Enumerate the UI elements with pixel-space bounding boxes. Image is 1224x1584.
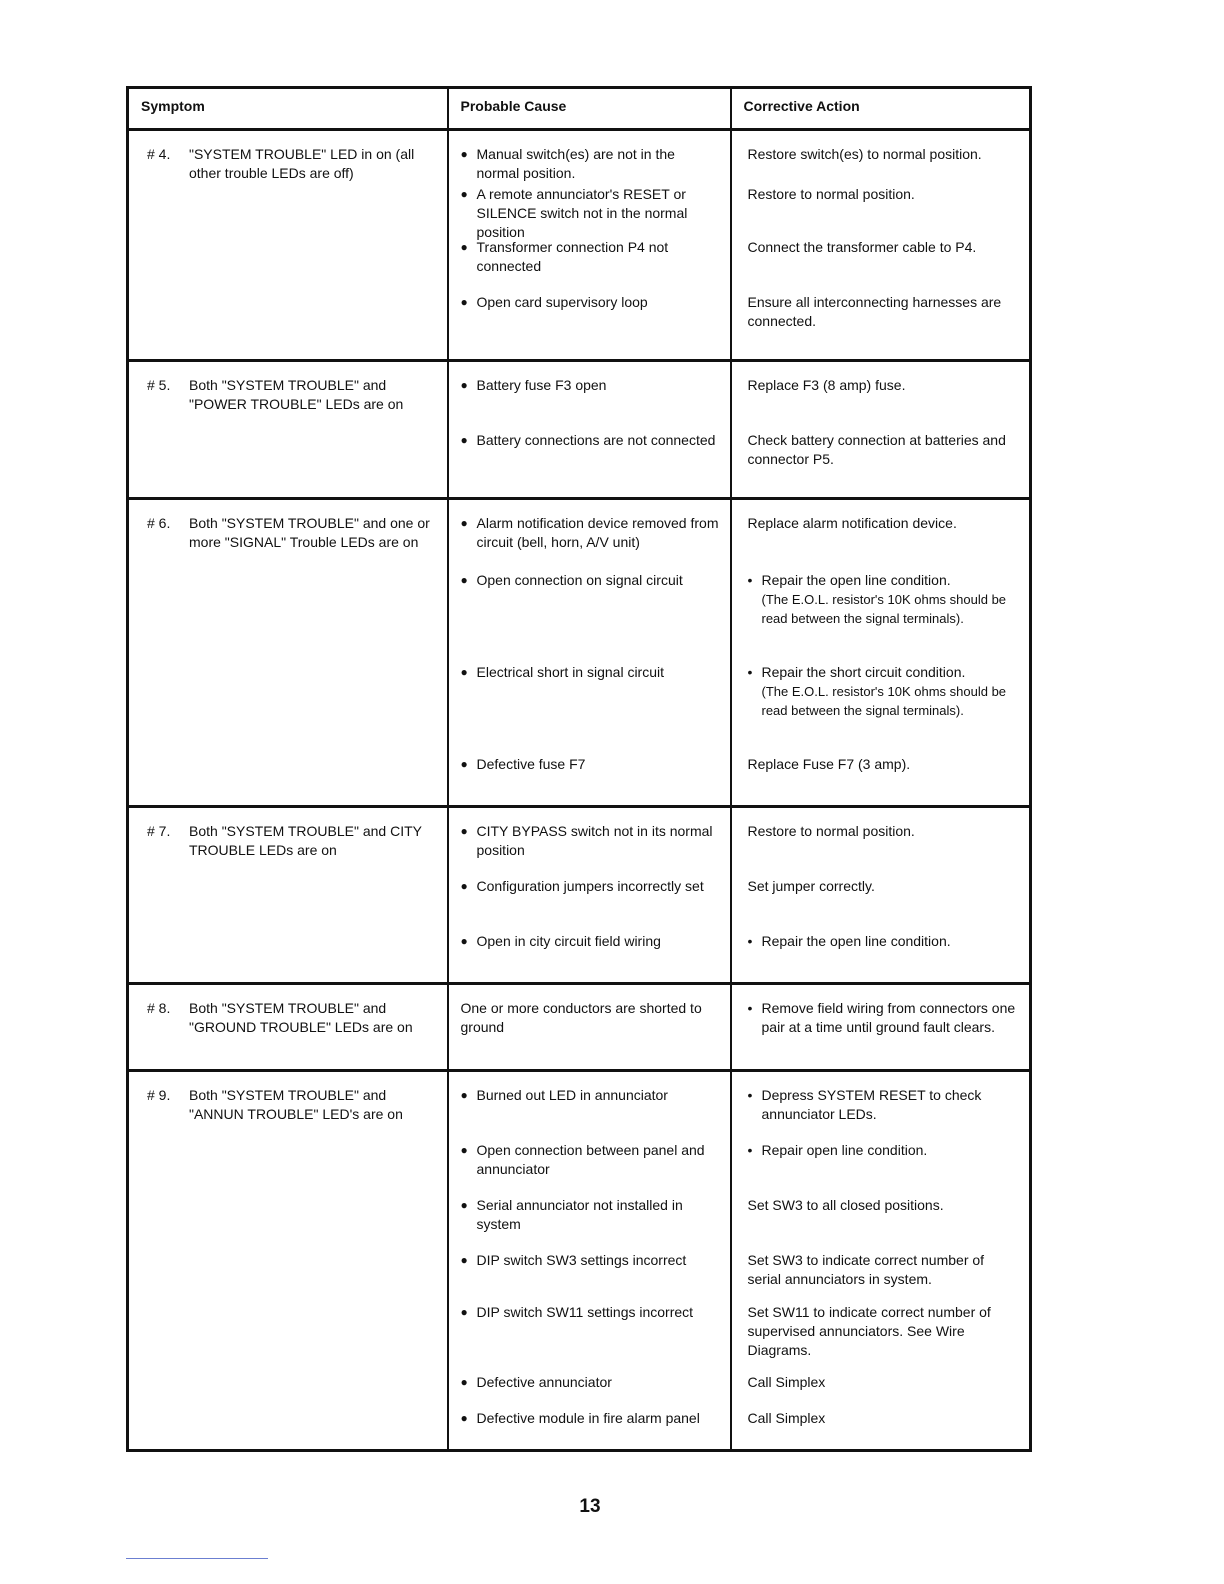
cause-item	[461, 1303, 720, 1373]
symptom-cell	[128, 807, 448, 984]
dot-icon: •	[747, 1000, 753, 1016]
cause-text: Defective fuse F7	[476, 756, 586, 772]
header-corrective-action: Corrective Action	[731, 88, 1031, 130]
bullet-icon: ●	[460, 240, 468, 254]
cause-item	[461, 293, 720, 349]
cause-item	[461, 1251, 720, 1303]
bullet-icon: ●	[460, 1305, 468, 1319]
action-cell	[731, 984, 1031, 1071]
cause-text: Defective annunciator	[476, 1374, 612, 1390]
cause-cell	[448, 984, 731, 1071]
table-row	[128, 130, 1031, 361]
action-text: Repair the short circuit condition.	[761, 664, 966, 680]
action-note: (The E.O.L. resistor's 10K ohms should be read between the signal terminals).	[761, 592, 1007, 626]
action-item	[744, 932, 1020, 972]
action-item	[744, 1409, 1020, 1439]
table-row	[128, 984, 1031, 1071]
bullet-icon: ●	[460, 516, 468, 530]
footer-rule	[126, 1558, 268, 1559]
troubleshooting-table	[126, 86, 1032, 1452]
cause-text: CITY BYPASS switch not in its normal position	[476, 823, 713, 858]
cause-text: Open in city circuit field wiring	[476, 933, 661, 949]
action-item	[744, 376, 1020, 431]
symptom-text: Both "SYSTEM TROUBLE" and "POWER TROUBLE" LEDs are on	[189, 377, 404, 412]
cause-item	[461, 1409, 720, 1439]
bullet-icon: ●	[460, 1375, 468, 1389]
action-text: Replace alarm notification device.	[747, 515, 957, 531]
dot-icon: •	[747, 572, 753, 588]
cause-item	[461, 932, 720, 972]
dot-icon: •	[747, 1142, 753, 1158]
action-note: (The E.O.L. resistor's 10K ohms should be read between the signal terminals).	[761, 684, 1007, 718]
bullet-icon: ●	[460, 573, 468, 587]
symptom-number: # 6.	[147, 515, 171, 531]
action-item	[744, 663, 1020, 755]
action-cell	[731, 807, 1031, 984]
action-cell	[731, 130, 1031, 361]
symptom-number: # 5.	[147, 377, 171, 393]
action-cell	[731, 499, 1031, 807]
symptom-cell	[128, 130, 448, 361]
action-text: Set SW3 to indicate correct number of serial annunciators in system.	[747, 1252, 985, 1287]
action-text: Replace F3 (8 amp) fuse.	[747, 377, 906, 393]
symptom-number: # 9.	[147, 1087, 171, 1103]
cause-text: Open connection between panel and annunciator	[476, 1142, 705, 1177]
action-text: Restore to normal position.	[747, 823, 915, 839]
symptom-cell	[128, 499, 448, 807]
action-cell	[731, 361, 1031, 499]
cause-item	[461, 185, 720, 238]
cause-item	[461, 1373, 720, 1409]
table-row	[128, 361, 1031, 499]
action-item	[744, 514, 1020, 571]
symptom-text: Both "SYSTEM TROUBLE" and one or more "SIGNAL" Trouble LEDs are on	[189, 515, 430, 550]
action-text: Replace Fuse F7 (3 amp).	[747, 756, 911, 772]
cause-item	[461, 822, 720, 877]
cause-text: Battery connections are not connected	[476, 432, 716, 448]
table-row	[128, 1071, 1031, 1451]
action-item	[744, 1086, 1020, 1141]
cause-text: Configuration jumpers incorrectly set	[476, 878, 704, 894]
cause-cell	[448, 499, 731, 807]
cause-item	[461, 877, 720, 932]
symptom-number: # 8.	[147, 1000, 171, 1016]
cause-cell	[448, 1071, 731, 1451]
bullet-icon: ●	[460, 824, 468, 838]
cause-cell	[448, 361, 731, 499]
action-item	[744, 999, 1020, 1059]
action-text: Set SW11 to indicate correct number of supervised annunciators. See Wire Diagrams.	[747, 1304, 991, 1358]
action-text: Repair the open line condition.	[761, 933, 951, 949]
action-item	[744, 1373, 1020, 1409]
action-text: Repair the open line condition.	[761, 572, 951, 588]
action-item	[744, 877, 1020, 932]
cause-text: Transformer connection P4 not connected	[476, 239, 669, 274]
bullet-icon: ●	[460, 934, 468, 948]
cause-item	[461, 376, 720, 431]
symptom-cell	[128, 361, 448, 499]
cause-text: One or more conductors are shorted to ground	[460, 1000, 702, 1035]
dot-icon: •	[747, 1087, 753, 1103]
action-item	[744, 185, 1020, 238]
cause-item	[461, 238, 720, 293]
bullet-icon: ●	[460, 1088, 468, 1102]
action-text: Restore switch(es) to normal position.	[747, 146, 982, 162]
cause-text: Electrical short in signal circuit	[476, 664, 665, 680]
cause-item	[461, 1086, 720, 1141]
cause-text: Defective module in fire alarm panel	[476, 1410, 700, 1426]
cause-text: Burned out LED in annunciator	[476, 1087, 668, 1103]
dot-icon: •	[747, 933, 753, 949]
action-item	[744, 293, 1020, 349]
symptom-text: Both "SYSTEM TROUBLE" and "ANNUN TROUBLE" LED's are on	[189, 1087, 403, 1122]
bullet-icon: ●	[460, 757, 468, 771]
bullet-icon: ●	[460, 1411, 468, 1425]
cause-item	[461, 431, 720, 487]
bullet-icon: ●	[460, 1143, 468, 1157]
bullet-icon: ●	[460, 665, 468, 679]
action-text: Repair open line condition.	[761, 1142, 928, 1158]
action-item	[744, 571, 1020, 663]
cause-text: Alarm notification device removed from circuit (bell, horn, A/V unit)	[476, 515, 719, 550]
action-item	[744, 431, 1020, 487]
cause-cell	[448, 130, 731, 361]
action-text: Connect the transformer cable to P4.	[747, 239, 977, 255]
action-text: Set SW3 to all closed positions.	[747, 1197, 944, 1213]
symptom-number: # 4.	[147, 146, 171, 162]
cause-item	[461, 1196, 720, 1251]
cause-item	[461, 999, 720, 1059]
action-item	[744, 1251, 1020, 1303]
bullet-icon: ●	[460, 1253, 468, 1267]
cause-item	[461, 1141, 720, 1196]
action-item	[744, 822, 1020, 877]
cause-text: DIP switch SW11 settings incorrect	[476, 1304, 694, 1320]
cause-text: Serial annunciator not installed in system	[476, 1197, 683, 1232]
symptom-cell	[128, 1071, 448, 1451]
bullet-icon: ●	[460, 1198, 468, 1212]
symptom-text: Both "SYSTEM TROUBLE" and "GROUND TROUBLE" LEDs are on	[189, 1000, 413, 1035]
action-text: Depress SYSTEM RESET to check annunciator LEDs.	[761, 1087, 982, 1122]
table-row	[128, 807, 1031, 984]
symptom-cell	[128, 984, 448, 1071]
bullet-icon: ●	[460, 295, 468, 309]
bullet-icon: ●	[460, 147, 468, 161]
bullet-icon: ●	[460, 879, 468, 893]
action-item	[744, 755, 1020, 795]
cause-item	[461, 571, 720, 663]
action-text: Remove field wiring from connectors one pair at a time until ground fault clears.	[761, 1000, 1016, 1035]
cause-text: Manual switch(es) are not in the normal position.	[476, 146, 675, 181]
action-text: Call Simplex	[747, 1374, 826, 1390]
bullet-icon: ●	[460, 378, 468, 392]
symptom-number: # 7.	[147, 823, 171, 839]
action-cell	[731, 1071, 1031, 1451]
header-probable-cause: Probable Cause	[448, 88, 731, 130]
cause-cell	[448, 807, 731, 984]
table-row	[128, 499, 1031, 807]
action-item	[744, 1141, 1020, 1196]
bullet-icon: ●	[460, 433, 468, 447]
header-row	[128, 88, 1031, 130]
page-number: 13	[579, 1496, 601, 1517]
action-item	[744, 1303, 1020, 1373]
cause-text: DIP switch SW3 settings incorrect	[476, 1252, 687, 1268]
cause-item	[461, 145, 720, 185]
action-item	[744, 238, 1020, 293]
cause-text: Open card supervisory loop	[476, 294, 648, 310]
bullet-icon: ●	[460, 187, 468, 201]
cause-item	[461, 514, 720, 571]
action-item	[744, 145, 1020, 185]
action-text: Call Simplex	[747, 1410, 826, 1426]
cause-text: A remote annunciator's RESET or SILENCE switch not in the normal position	[476, 186, 688, 240]
cause-item	[461, 755, 720, 795]
symptom-text: "SYSTEM TROUBLE" LED in on (all other trouble LEDs are off)	[189, 146, 415, 181]
symptom-text: Both "SYSTEM TROUBLE" and CITY TROUBLE LEDs are on	[189, 823, 422, 858]
action-text: Set jumper correctly.	[747, 878, 875, 894]
cause-text: Battery fuse F3 open	[476, 377, 607, 393]
action-text: Ensure all interconnecting harnesses are connected.	[747, 294, 1002, 329]
header-symptom: Symptom	[128, 88, 448, 130]
action-text: Restore to normal position.	[747, 186, 915, 202]
dot-icon: •	[747, 664, 753, 680]
cause-item	[461, 663, 720, 755]
cause-text: Open connection on signal circuit	[476, 572, 683, 588]
action-item	[744, 1196, 1020, 1251]
action-text: Check battery connection at batteries and connector P5.	[747, 432, 1006, 467]
